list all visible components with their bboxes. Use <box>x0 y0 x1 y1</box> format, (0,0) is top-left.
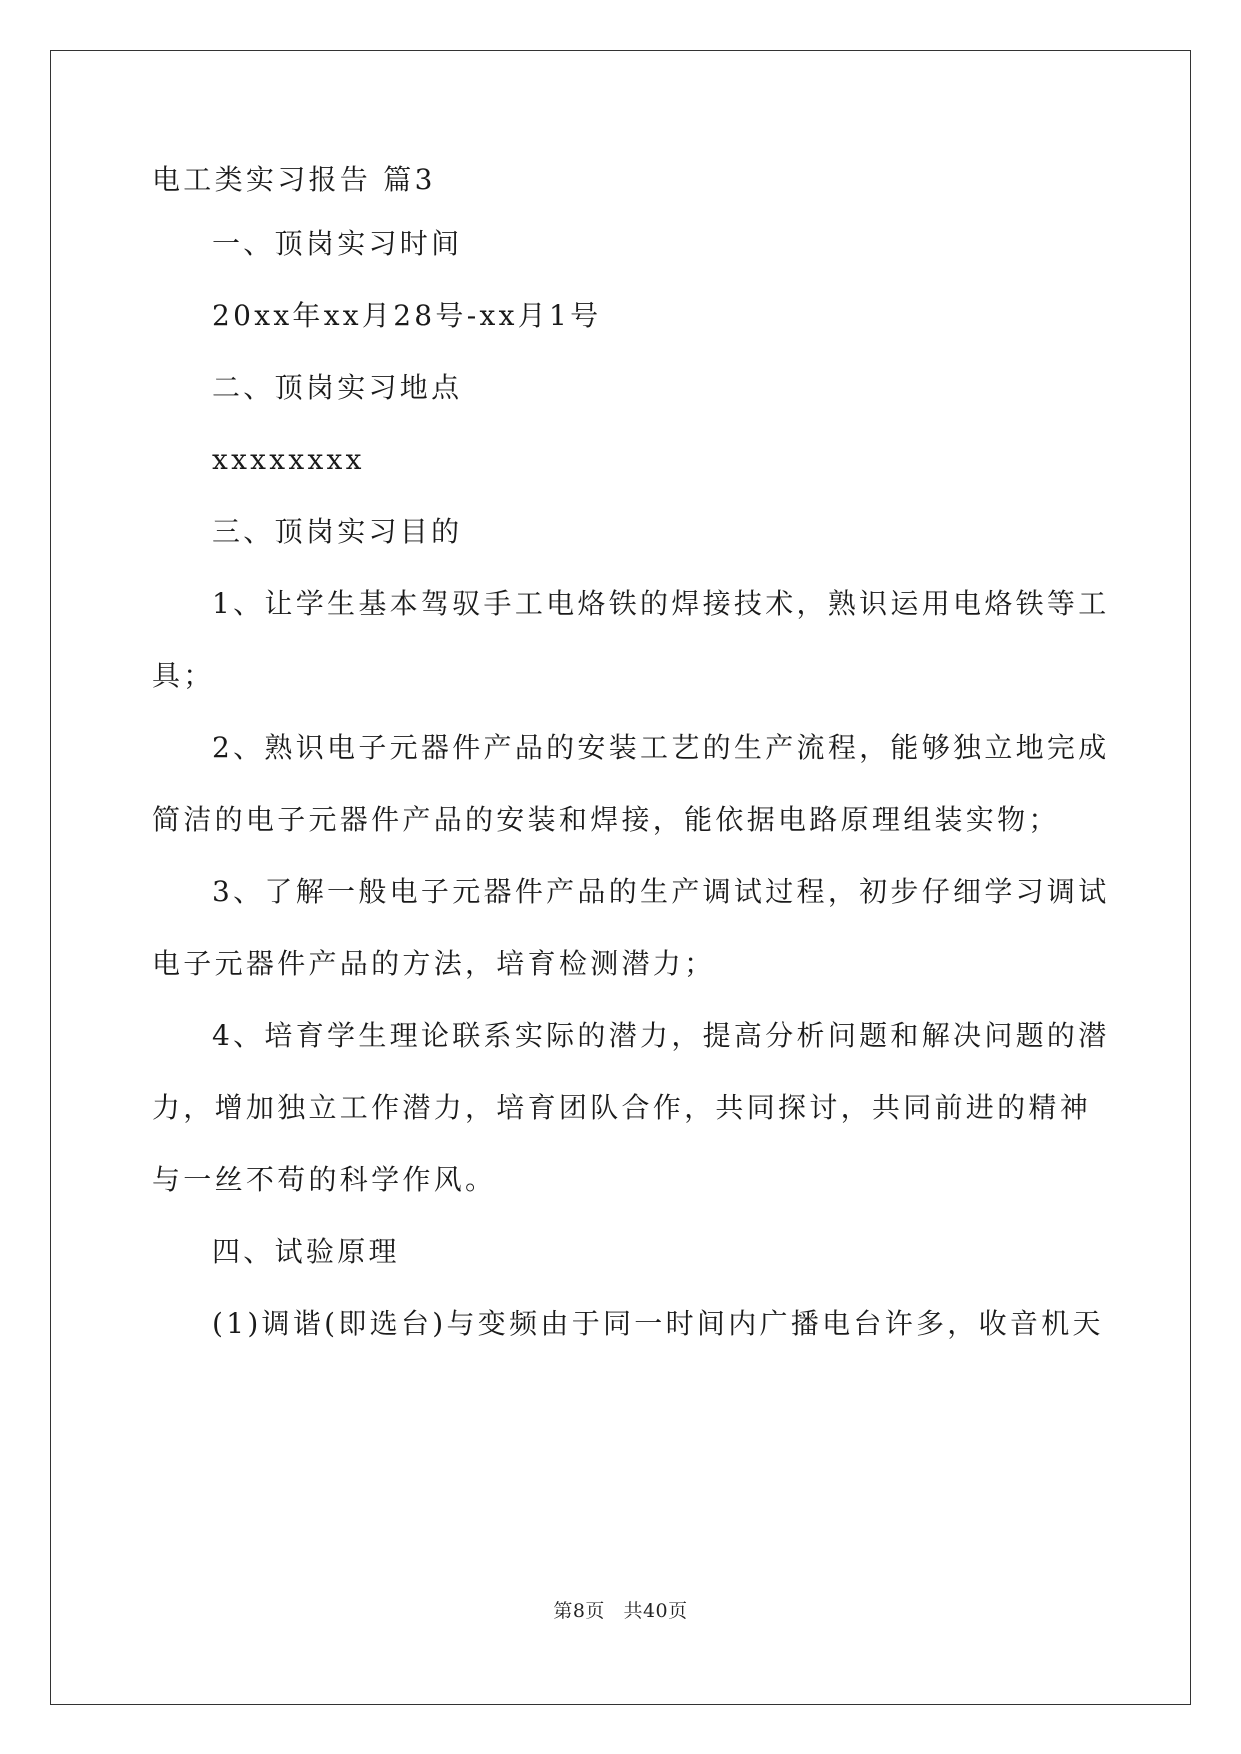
paragraph-line: 力，增加独立工作潜力，培育团队合作，共同探讨，共同前进的精神 <box>152 1091 1092 1124</box>
section-heading: 三、顶岗实习目的 <box>212 515 463 548</box>
section-heading: 一、顶岗实习时间 <box>212 227 463 260</box>
paragraph-line: 4、培育学生理论联系实际的潜力，提高分析问题和解决问题的潜 <box>212 1019 1110 1052</box>
paragraph-line: 电子元器件产品的方法，培育检测潜力； <box>152 947 716 980</box>
page-total: 共40页 <box>623 1600 688 1622</box>
section-heading: 二、顶岗实习地点 <box>212 371 463 404</box>
document-title: 电工类实习报告 篇3 <box>152 163 436 196</box>
paragraph-line: 与一丝不苟的科学作风。 <box>152 1163 497 1196</box>
paragraph-line: (1)调谐(即选台)与变频由于同一时间内广播电台许多，收音机天 <box>212 1307 1104 1340</box>
page-footer <box>0 1596 1241 1623</box>
section-heading: 四、试验原理 <box>212 1235 400 1268</box>
paragraph-line: 2、熟识电子元器件产品的安装工艺的生产流程，能够独立地完成 <box>212 731 1110 764</box>
paragraph-line: xxxxxxxx <box>212 443 365 476</box>
paragraph-line: 1、让学生基本驾驭手工电烙铁的焊接技术，熟识运用电烙铁等工 <box>212 587 1110 620</box>
paragraph-line: 20xx年xx月28号-xx月1号 <box>212 299 602 332</box>
paragraph-line: 简洁的电子元器件产品的安装和焊接，能依据电路原理组装实物； <box>152 803 1060 836</box>
page-number: 第8页 <box>553 1600 605 1622</box>
paragraph-line: 具； <box>152 659 215 692</box>
paragraph-line: 3、了解一般电子元器件产品的生产调试过程，初步仔细学习调试 <box>212 875 1110 908</box>
